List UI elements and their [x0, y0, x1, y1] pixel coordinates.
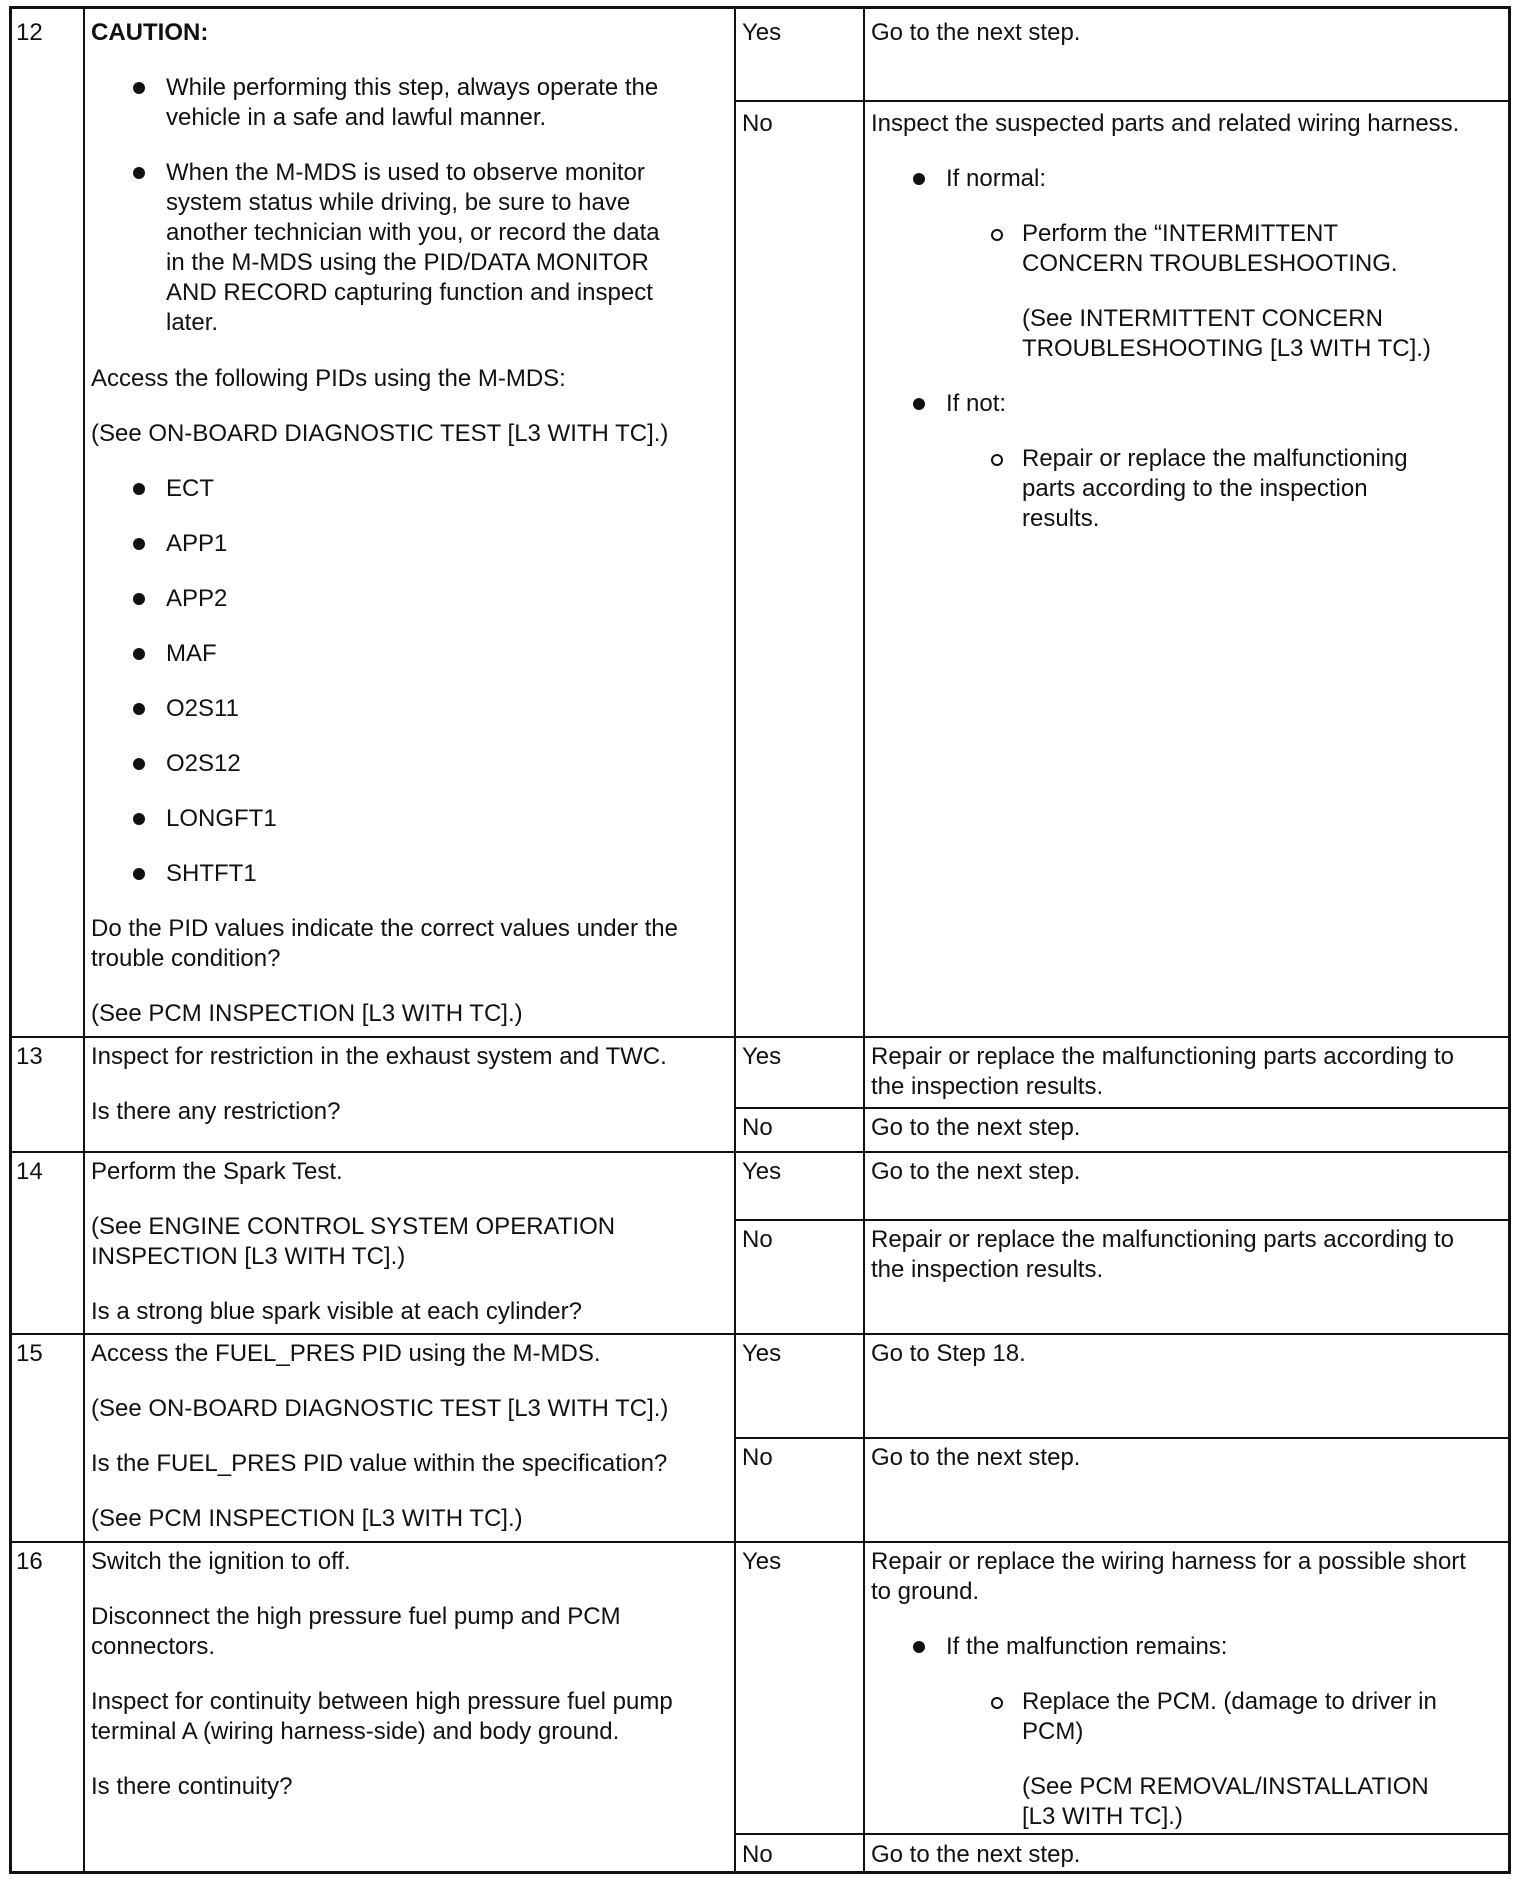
- reference-text: (See ON-BOARD DIAGNOSTIC TEST [L3 WITH TC].): [91, 1395, 669, 1422]
- step-number: 13: [16, 1043, 43, 1070]
- column-divider: [734, 9, 736, 1871]
- yes-label: Yes: [742, 1043, 782, 1070]
- step-number: 12: [16, 19, 43, 46]
- question-text: Is the FUEL_PRES PID value within the specification?: [91, 1450, 668, 1477]
- caution-item: When the M-MDS is used to observe monitor system status while driving, be sure to have another technician with you, or record the data in the M-MDS using the PID/DATA MONITOR AND RECORD capturing function and inspect later.: [166, 159, 660, 336]
- instruction-text: Perform the Spark Test.: [91, 1158, 343, 1185]
- reference-text: (See PCM INSPECTION [L3 WITH TC].): [91, 1000, 523, 1027]
- pid-item: APP2: [166, 585, 228, 612]
- row-divider: [12, 1151, 1508, 1153]
- column-divider: [83, 9, 85, 1871]
- no-action: Go to the next step.: [871, 1444, 1081, 1471]
- condition-action: Perform the “INTERMITTENT CONCERN TROUBLESHOOTING.: [1022, 220, 1398, 277]
- yes-label: Yes: [742, 19, 782, 46]
- step-number: 14: [16, 1158, 43, 1185]
- pid-item: O2S11: [166, 695, 239, 722]
- no-action: Inspect the suspected parts and related wiring harness.: [871, 110, 1460, 137]
- step-number: 16: [16, 1548, 43, 1575]
- instruction-text: Access the FUEL_PRES PID using the M-MDS.: [91, 1340, 601, 1367]
- caution-item: While performing this step, always operate the vehicle in a safe and lawful manner.: [166, 74, 659, 131]
- condition-item: If the malfunction remains:: [946, 1633, 1228, 1660]
- instruction-text: Disconnect the high pressure fuel pump and PCM connectors.: [91, 1603, 621, 1660]
- pid-item: SHTFT1: [166, 860, 257, 887]
- no-label: No: [742, 1114, 773, 1141]
- yes-no-divider: [734, 1833, 1508, 1835]
- instruction-text: Inspect for continuity between high pressure fuel pump terminal A (wiring harness-side) and body ground.: [91, 1688, 673, 1745]
- yes-no-divider: [734, 100, 1508, 102]
- yes-label: Yes: [742, 1340, 782, 1367]
- question-text: Is there continuity?: [91, 1773, 293, 1800]
- condition-action: Replace the PCM. (damage to driver in PCM): [1022, 1688, 1437, 1745]
- row-divider: [12, 1541, 1508, 1543]
- step-number: 15: [16, 1340, 43, 1367]
- no-action: Repair or replace the malfunctioning parts according to the inspection results.: [871, 1226, 1454, 1283]
- reference-text: (See ENGINE CONTROL SYSTEM OPERATION INSPECTION [L3 WITH TC].): [91, 1213, 616, 1270]
- row-divider: [12, 1036, 1508, 1038]
- yes-action: Go to the next step.: [871, 19, 1081, 46]
- no-label: No: [742, 1841, 773, 1868]
- yes-label: Yes: [742, 1158, 782, 1185]
- question-text: Is there any restriction?: [91, 1098, 341, 1125]
- no-action: Go to the next step.: [871, 1114, 1081, 1141]
- diagnostic-procedure-table: [9, 6, 1511, 1874]
- no-label: No: [742, 1444, 773, 1471]
- instruction-text: Access the following PIDs using the M-MDS:: [91, 365, 566, 392]
- pid-item: LONGFT1: [166, 805, 277, 832]
- yes-no-divider: [734, 1219, 1508, 1221]
- pid-item: ECT: [166, 475, 214, 502]
- condition-action: Repair or replace the malfunctioning parts according to the inspection results.: [1022, 445, 1408, 532]
- yes-action: Go to Step 18.: [871, 1340, 1026, 1367]
- no-label: No: [742, 110, 773, 137]
- pid-item: O2S12: [166, 750, 241, 777]
- question-text: Is a strong blue spark visible at each cylinder?: [91, 1298, 582, 1325]
- yes-no-divider: [734, 1107, 1508, 1109]
- reference-text: (See ON-BOARD DIAGNOSTIC TEST [L3 WITH TC].): [91, 420, 669, 447]
- instruction-text: Switch the ignition to off.: [91, 1548, 351, 1575]
- yes-label: Yes: [742, 1548, 782, 1575]
- yes-action: Repair or replace the wiring harness for a possible short to ground.: [871, 1548, 1466, 1605]
- condition-item: If not:: [946, 390, 1007, 417]
- row-divider: [12, 1333, 1508, 1335]
- reference-text: (See INTERMITTENT CONCERN TROUBLESHOOTING [L3 WITH TC].): [1022, 305, 1431, 362]
- column-divider: [863, 9, 865, 1871]
- yes-no-divider: [734, 1437, 1508, 1439]
- yes-action: Go to the next step.: [871, 1158, 1081, 1185]
- no-action: Go to the next step.: [871, 1841, 1081, 1868]
- reference-text: (See PCM REMOVAL/INSTALLATION [L3 WITH TC].): [1022, 1773, 1429, 1830]
- condition-item: If normal:: [946, 165, 1047, 192]
- no-label: No: [742, 1226, 773, 1253]
- caution-label: CAUTION:: [91, 19, 209, 46]
- pid-item: MAF: [166, 640, 217, 667]
- pid-item: APP1: [166, 530, 228, 557]
- reference-text: (See PCM INSPECTION [L3 WITH TC].): [91, 1505, 523, 1532]
- question-text: Do the PID values indicate the correct values under the trouble condition?: [91, 915, 678, 972]
- instruction-text: Inspect for restriction in the exhaust system and TWC.: [91, 1043, 667, 1070]
- yes-action: Repair or replace the malfunctioning parts according to the inspection results.: [871, 1043, 1454, 1100]
